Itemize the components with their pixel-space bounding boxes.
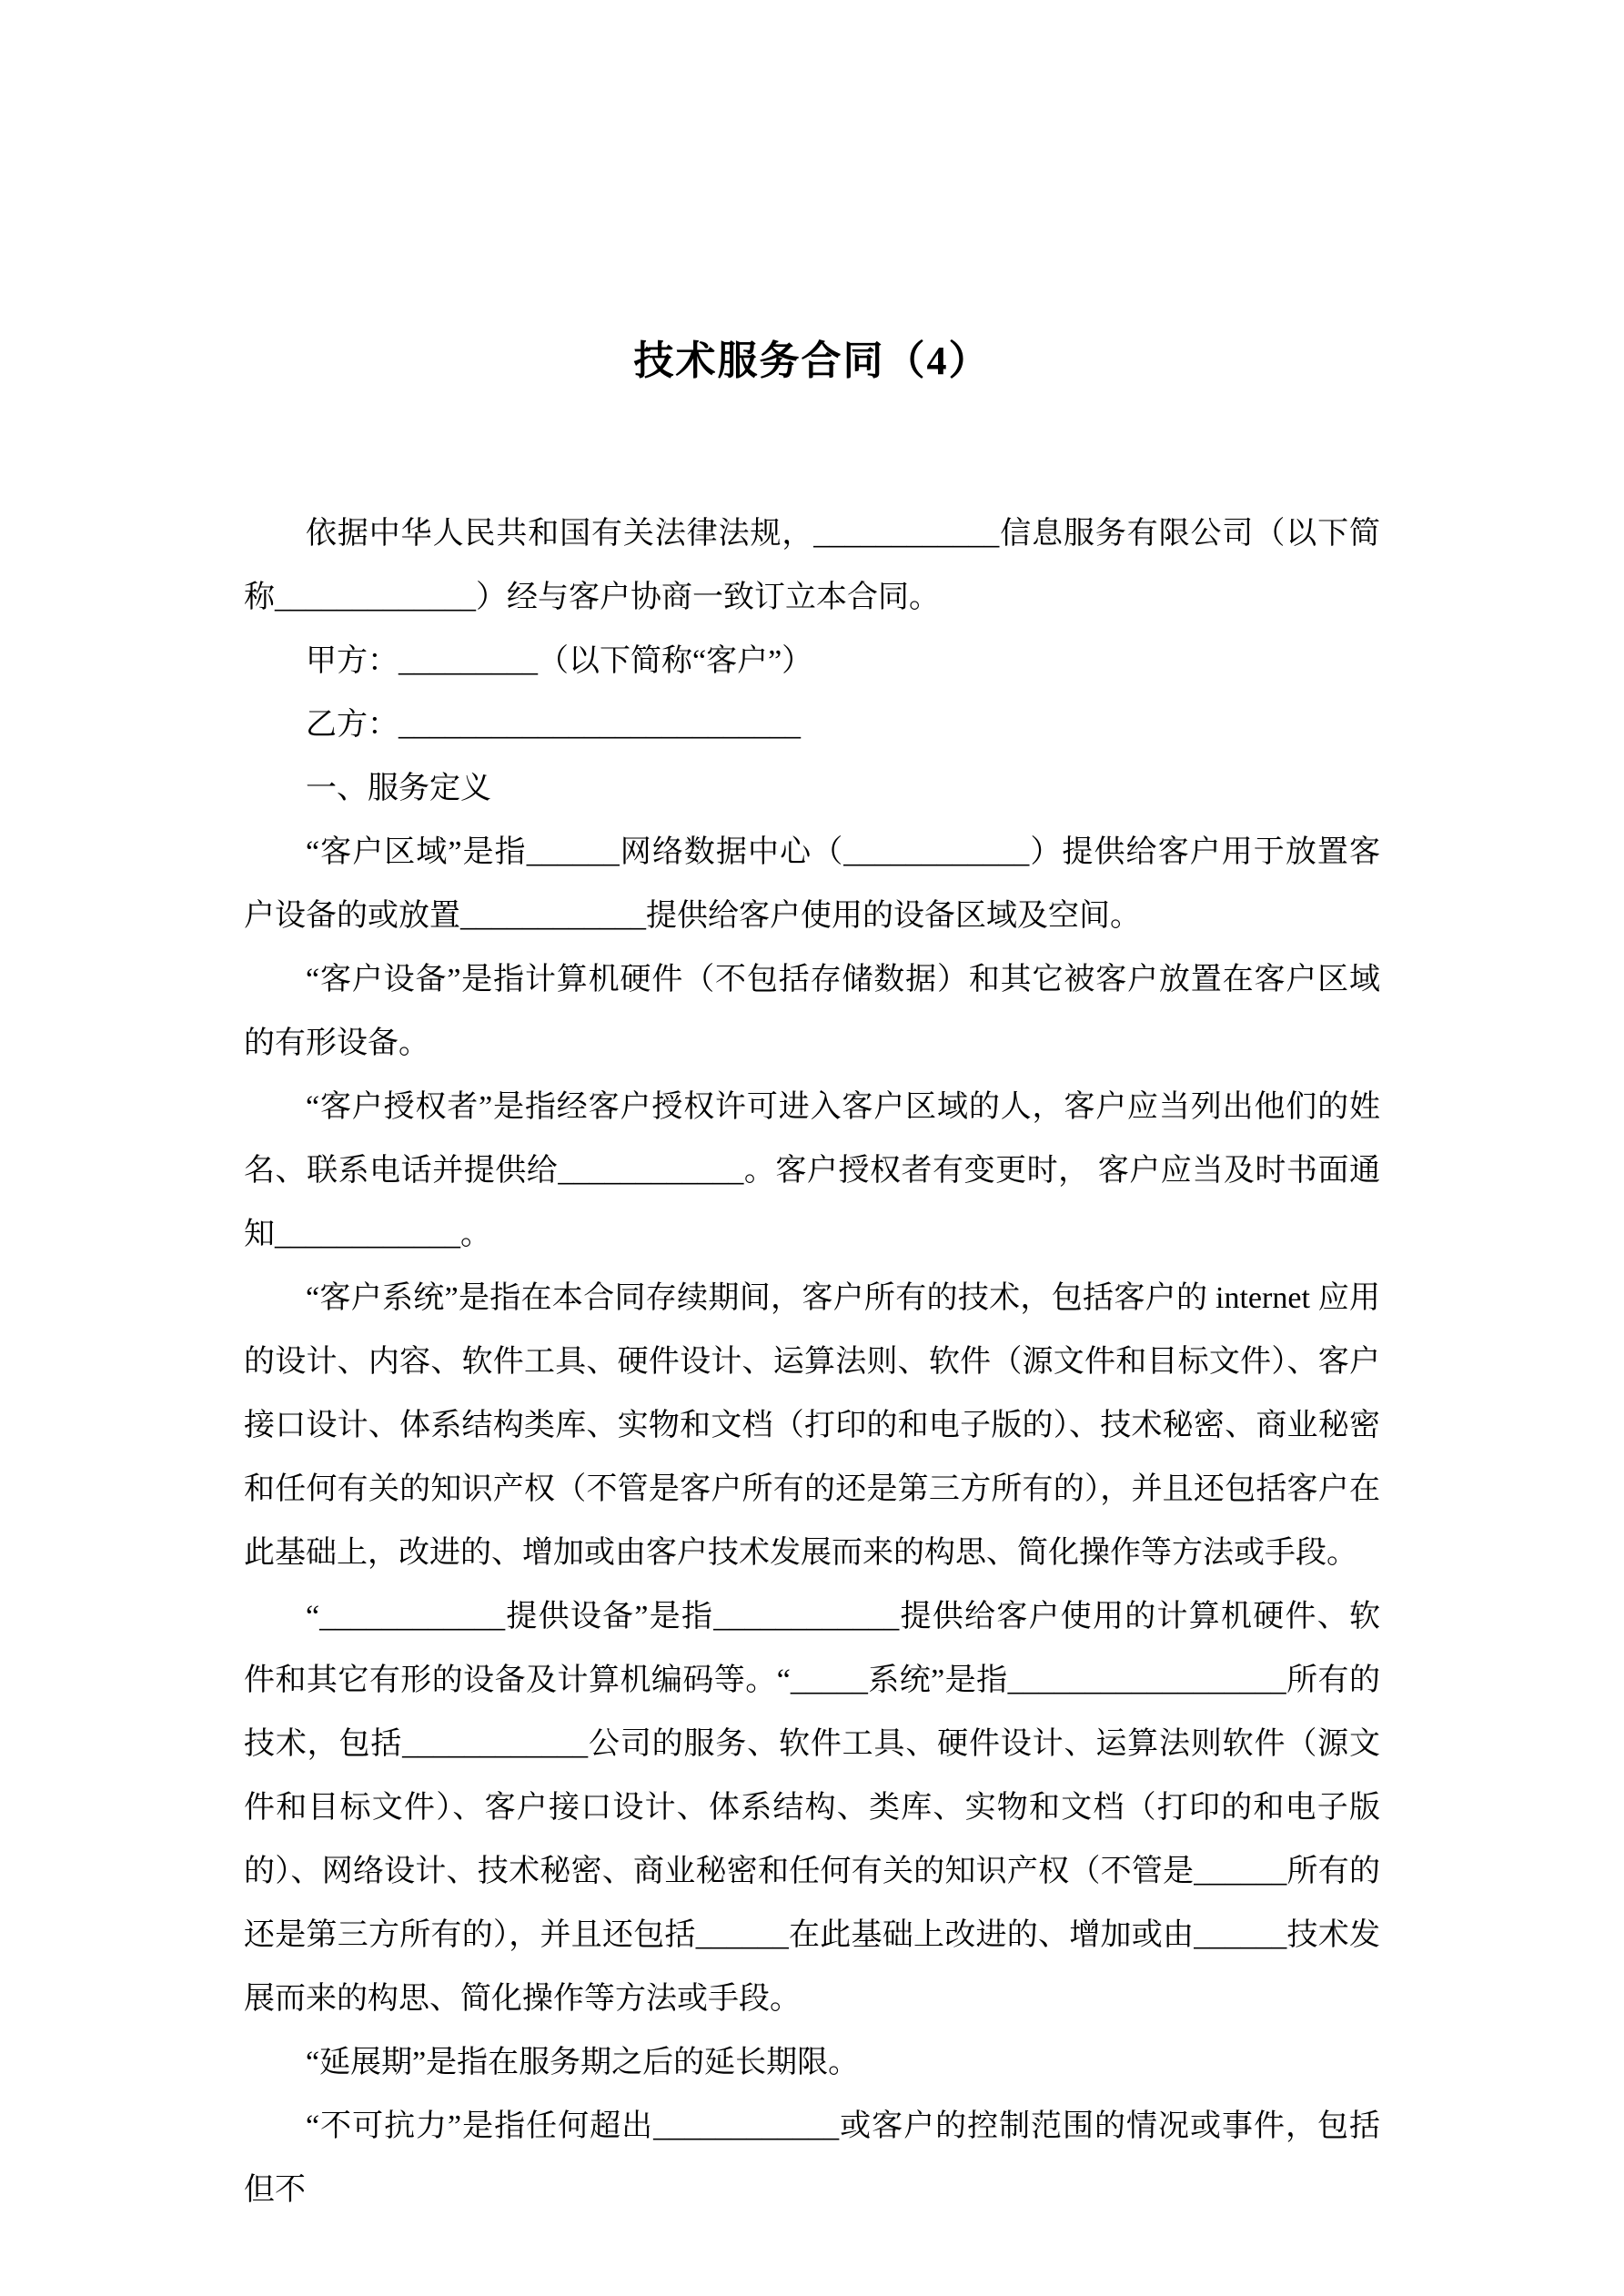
definition-customer-equipment: “客户设备”是指计算机硬件（不包括存储数据）和其它被客户放置在客户区域的有形设备。 xyxy=(244,963,1380,1060)
party-a-line: 甲方：_________（以下简称“客户”） xyxy=(306,644,813,678)
paragraph-intro: 依据中华人民共和国有关法律法规，____________信息服务有限公司（以下简称_____________）经与客户协商一致订立本合同。 xyxy=(244,517,1380,614)
document-body xyxy=(244,502,1380,2222)
definition-provided-equipment-and-system: “____________提供设备”是指____________提供给客户使用的计算机硬件、软件和其它有形的设备及计算机编码等。“_____系统”是指__________________所有的技术，包括____________公司的服务、软件工具、硬件设计、运算法则软件（源文件和目标文件）、客户接口设计、体系结构、类库、实物和文档（打印的和电子版的）、网络设计、技术秘密、商业秘密和任何有关的知识产权（不管是______所有的还是第三方所有的），并且还包括______在此基础上改进的、增加或由______技术发展而来的构思、简化操作等方法或手段。 xyxy=(244,1600,1380,2016)
document-title: 技术服务合同（4） xyxy=(633,339,991,383)
party-b-line: 乙方：__________________________ xyxy=(306,708,801,742)
definition-customer-authorizer: “客户授权者”是指经客户授权许可进入客户区域的人，客户应当列出他们的姓名、联系电话并提供给____________。客户授权者有变更时， 客户应当及时书面通知____________。 xyxy=(244,1090,1380,1251)
definition-customer-area: “客户区域”是指______网络数据中心（____________）提供给客户用于放置客户设备的或放置____________提供给客户使用的设备区域及空间。 xyxy=(244,835,1380,933)
definition-customer-system: “客户系统”是指在本合同存续期间，客户所有的技术，包括客户的 internet 应用的设计、内容、软件工具、硬件设计、运算法则、软件（源文件和目标文件）、客户接口设计、体系结构类库、实物和文档（打印的和电子版的）、技术秘密、商业秘密和任何有关的知识产权（不管是客户所有的还是第三方所有的），并且还包括客户在此基础上，改进的、增加或由客户技术发展而来的构思、简化操作等方法或手段。 xyxy=(244,1281,1380,1570)
definition-force-majeure: “不可抗力”是指任何超出____________或客户的控制范围的情况或事件，包括但不 xyxy=(244,2109,1380,2207)
section-heading-service-definition: 一、服务定义 xyxy=(306,772,491,805)
definition-extension-period: “延展期”是指在服务期之后的延长期限。 xyxy=(306,2046,860,2079)
